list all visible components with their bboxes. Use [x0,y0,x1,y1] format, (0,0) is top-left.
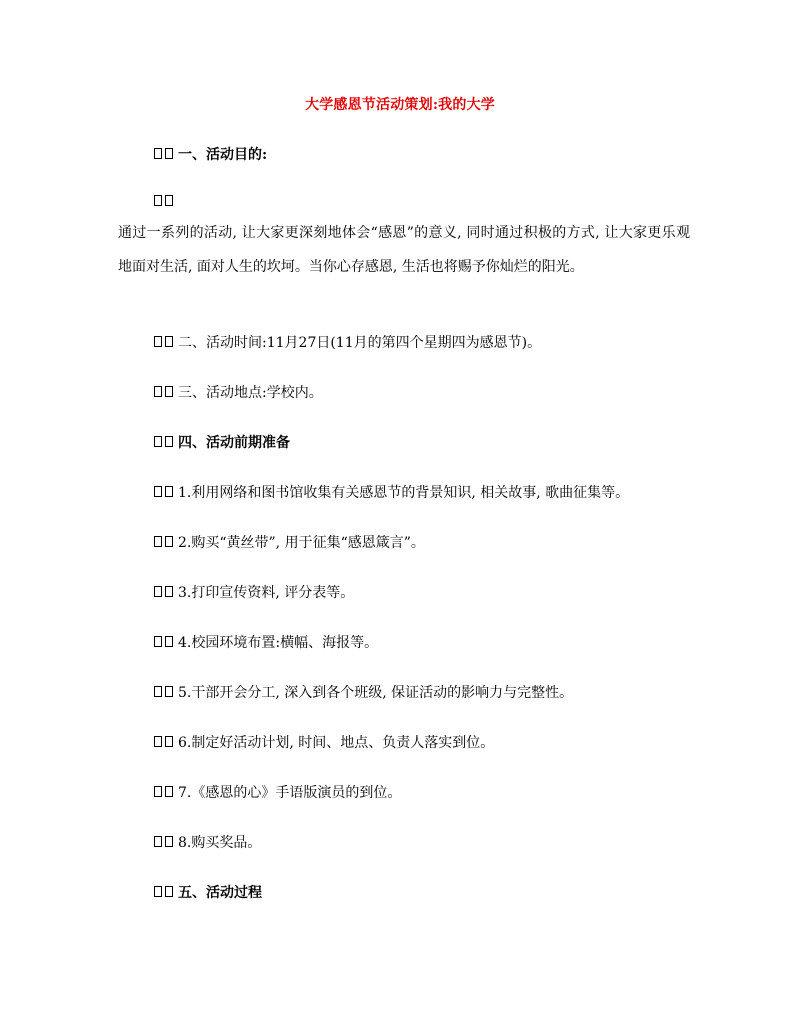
placeholder-glyph-icon [152,386,178,398]
prep-item-7 [152,784,401,802]
placeholder-glyph-icon [152,836,178,848]
prep-item-text: 7.《感恩的心》手语版演员的到位。 [178,785,402,801]
placeholder-glyph-icon [152,586,178,598]
placeholder-line [152,193,178,211]
prep-item-text: 5.干部开会分工, 深入到各个班级, 保证活动的影响力与完整性。 [178,685,574,701]
placeholder-glyph-icon [152,486,178,498]
section-line-location-text: 三、活动地点:学校内。 [178,385,323,401]
section-heading-purpose-text: 一、活动目的: [178,147,268,163]
placeholder-glyph-icon [152,148,178,160]
prep-item-text: 4.校园环境布置:横幅、海报等。 [178,635,379,651]
purpose-paragraph: 通过一系列的活动, 让大家更深刻地体会“感恩”的意义, 同时通过积极的方式, 让大家更乐观地面对生活, 面对人生的坎坷。当你心存感恩, 生活也将赐予你灿烂的阳光。 [118,225,690,275]
section-heading-purpose [152,146,267,164]
section-heading-prep [152,434,290,452]
prep-item-6 [152,734,494,752]
prep-item-1 [152,484,629,502]
prep-item-text: 6.制定好活动计划, 时间、地点、负责人落实到位。 [178,735,495,751]
prep-item-3 [152,584,354,602]
prep-item-text: 8.购买奖品。 [178,835,262,851]
prep-item-8 [152,834,261,852]
prep-item-5 [152,684,573,702]
section-line-time [152,334,541,352]
placeholder-glyph-icon [152,436,178,448]
placeholder-glyph-icon [152,636,178,648]
placeholder-glyph-icon [152,686,178,698]
section-heading-process [152,884,262,902]
section-line-time-text: 二、活动时间:11月27日(11月的第四个星期四为感恩节)。 [178,335,542,351]
placeholder-glyph-icon [152,336,178,348]
placeholder-glyph-icon [152,536,178,548]
placeholder-glyph-icon [152,736,178,748]
section-heading-process-text: 五、活动过程 [178,885,262,901]
prep-item-2 [152,534,425,552]
prep-item-4 [152,634,378,652]
prep-item-text: 2.购买“黄丝带”, 用于征集“感恩箴言”。 [178,535,425,551]
placeholder-glyph-icon [152,786,178,798]
prep-item-text: 1.利用网络和图书馆收集有关感恩节的背景知识, 相关故事, 歌曲征集等。 [178,485,630,501]
section-heading-prep-text: 四、活动前期准备 [178,435,290,451]
prep-item-text: 3.打印宣传资料, 评分表等。 [178,585,355,601]
document-title: 大学感恩节活动策划:我的大学 [305,97,495,113]
placeholder-glyph-icon [152,886,178,898]
placeholder-glyph-icon [152,195,178,207]
section-line-location [152,384,323,402]
